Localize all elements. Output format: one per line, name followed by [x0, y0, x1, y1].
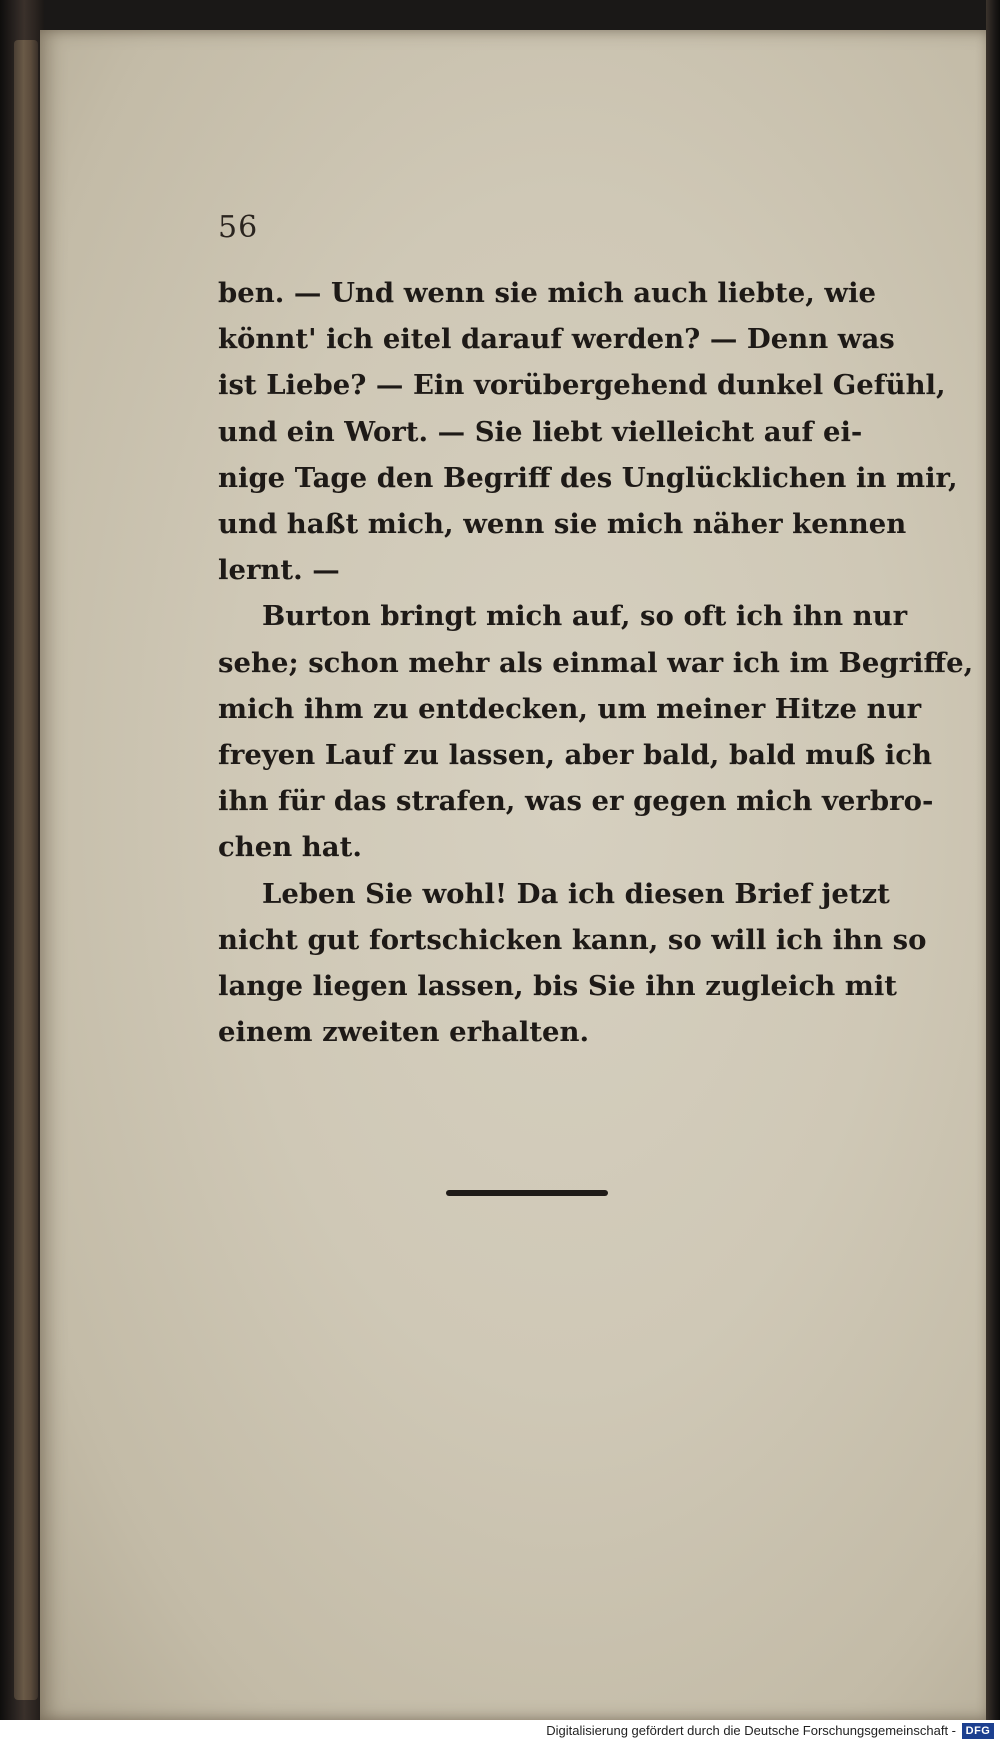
- text-line: einem zweiten erhalten.: [218, 1016, 590, 1049]
- page-right-edge: [986, 0, 1000, 1742]
- text-line: nicht gut fortschicken kann, so will ich ihn so: [218, 923, 927, 956]
- text-line: freyen Lauf zu lassen, aber bald, bald muß ich: [218, 739, 932, 772]
- page-number: 56: [218, 210, 259, 245]
- page-text: [218, 270, 974, 1055]
- footer-credit: Digitalisierung gefördert durch die Deutsche Forschungsgemeinschaft -: [546, 1723, 956, 1738]
- text-line: nige Tage den Begriff des Unglücklichen in mir,: [218, 461, 958, 494]
- dfg-logo-icon: DFG: [962, 1723, 994, 1739]
- text-line: könnt' ich eitel darauf werden? — Denn was: [218, 323, 895, 356]
- text-line: chen hat.: [218, 831, 362, 864]
- closing-rule: [446, 1190, 608, 1196]
- text-line: mich ihm zu entdecken, um meiner Hitze nur: [218, 692, 922, 725]
- text-line: lernt. —: [218, 554, 340, 587]
- text-line: und haßt mich, wenn sie mich näher kennen: [218, 508, 907, 541]
- book-spine: [0, 0, 44, 1742]
- text-line: lange liegen lassen, bis Sie ihn zugleich mit: [218, 970, 898, 1003]
- text-line: Leben Sie wohl! Da ich diesen Brief jetzt: [262, 877, 890, 910]
- text-line: ist Liebe? — Ein vorübergehend dunkel Gefühl,: [218, 369, 946, 402]
- text-line: Burton bringt mich auf, so oft ich ihn nur: [262, 600, 908, 633]
- paragraph: [218, 593, 974, 870]
- text-line: sehe; schon mehr als einmal war ich im Begriffe,: [218, 646, 974, 679]
- paragraph: [218, 871, 927, 1056]
- text-line: ihn für das strafen, was er gegen mich verbro-: [218, 785, 934, 818]
- spine-page-edges: [14, 40, 38, 1700]
- paragraph: [218, 270, 958, 593]
- text-line: und ein Wort. — Sie liebt vielleicht auf ei-: [218, 415, 863, 448]
- text-line: ben. — Und wenn sie mich auch liebte, wie: [218, 277, 877, 309]
